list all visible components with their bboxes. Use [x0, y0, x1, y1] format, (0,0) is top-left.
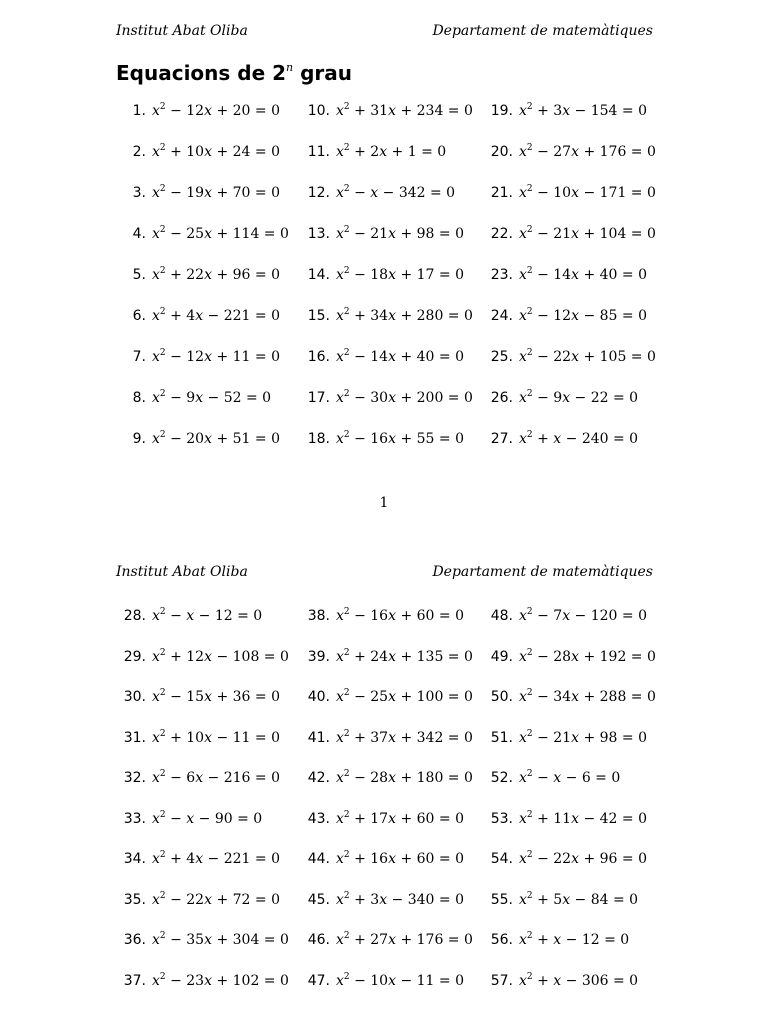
equation-expression: $x^2 + 11x - 42 = 0$	[519, 809, 647, 827]
department-name: Departament de matemàtiques	[432, 564, 653, 580]
constant-term: − 216 = 0	[203, 770, 280, 786]
equation-expression: $x^2 - 12x + 11 = 0$	[152, 348, 280, 365]
constant-term: + 60 = 0	[396, 810, 464, 827]
equation-item	[307, 306, 473, 326]
equation-number: 29.	[123, 648, 146, 665]
equation-number: 56.	[490, 932, 513, 948]
equation-item	[132, 388, 272, 408]
equation-expression: $x^2 - 16x + 55 = 0$	[336, 430, 464, 447]
equation-expression: $x^2 + 3x - 340 = 0$	[336, 890, 464, 908]
equation-item	[123, 647, 289, 667]
constant-term: + 1 = 0	[387, 144, 447, 160]
equation-number: 53.	[490, 810, 513, 827]
linear-coefficient: − 12	[532, 308, 572, 324]
equation-item	[490, 306, 647, 326]
equation-number: 1.	[132, 103, 146, 119]
equation-item	[490, 971, 639, 991]
equation-item	[307, 647, 473, 667]
equation-number: 48.	[490, 608, 513, 624]
page-title-text: Equacions de 2	[116, 61, 287, 85]
constant-term: − 6 = 0	[561, 770, 621, 786]
linear-coefficient: − 22	[532, 349, 572, 365]
equation-expression: $x^2 + 3x - 154 = 0$	[519, 102, 647, 119]
equation-item	[132, 347, 280, 367]
linear-coefficient: − 25	[165, 226, 205, 242]
equation-expression: $x^2 + 37x + 342 = 0$	[336, 728, 473, 746]
equation-number: 11.	[307, 144, 330, 160]
constant-term: − 22 = 0	[570, 390, 639, 406]
equation-item	[132, 183, 280, 203]
equation-expression: $x^2 - 28x + 192 = 0$	[519, 647, 656, 665]
equation-item	[307, 388, 473, 408]
linear-coefficient: + 24	[349, 648, 389, 665]
equation-expression: $x^2 - x - 6 = 0$	[519, 769, 621, 786]
constant-term: + 192 = 0	[579, 648, 656, 665]
constant-term: + 104 = 0	[579, 226, 656, 242]
equation-item	[307, 142, 447, 162]
equation-number: 47.	[307, 972, 330, 989]
equation-item	[132, 142, 280, 162]
equation-item	[123, 971, 289, 991]
equation-number: 35.	[123, 891, 146, 908]
equation-expression: $x^2 + 10x + 24 = 0$	[152, 143, 280, 160]
equation-expression: $x^2 + 10x - 11 = 0$	[152, 728, 280, 746]
equation-number: 50.	[490, 689, 513, 705]
equation-item	[490, 849, 647, 869]
equation-number: 26.	[490, 390, 513, 406]
linear-coefficient: − 16	[349, 608, 389, 624]
equation-item	[123, 809, 263, 829]
constant-term: − 221 = 0	[203, 308, 280, 324]
linear-coefficient: −	[165, 608, 187, 624]
linear-coefficient: + 4	[165, 851, 196, 867]
equation-item	[307, 768, 473, 788]
equation-number: 9.	[132, 431, 146, 447]
school-name: Institut Abat Oliba	[116, 564, 248, 580]
equation-item	[307, 224, 464, 244]
equation-expression: $x^2 - 19x + 70 = 0$	[152, 184, 280, 201]
equation-item	[490, 347, 656, 367]
constant-term: − 85 = 0	[579, 308, 647, 324]
constant-term: + 96 = 0	[212, 267, 280, 283]
equation-item	[307, 101, 473, 121]
constant-term: + 234 = 0	[396, 103, 473, 119]
equation-number: 57.	[490, 972, 513, 989]
equation-expression: $x^2 + x - 12 = 0$	[519, 931, 630, 948]
linear-coefficient: − 22	[532, 851, 572, 867]
page-title-superscript: n	[286, 61, 294, 74]
equation-number: 40.	[307, 689, 330, 705]
equation-expression: $x^2 + 34x + 280 = 0$	[336, 307, 473, 324]
linear-coefficient: − 19	[165, 185, 205, 201]
equation-number: 8.	[132, 390, 146, 406]
equation-number: 18.	[307, 431, 330, 447]
equation-item	[123, 606, 263, 626]
equation-number: 36.	[123, 932, 146, 948]
constant-term: − 52 = 0	[203, 390, 272, 406]
equation-number: 37.	[123, 972, 146, 989]
linear-coefficient: − 10	[532, 185, 572, 201]
equation-item	[490, 768, 621, 788]
linear-coefficient: + 5	[532, 891, 563, 908]
equation-number: 20.	[490, 144, 513, 160]
equation-number: 49.	[490, 648, 513, 665]
equation-item	[490, 809, 647, 829]
equation-item	[123, 890, 280, 910]
constant-term: + 176 = 0	[396, 932, 473, 948]
linear-coefficient: −	[532, 770, 554, 786]
equation-number: 52.	[490, 770, 513, 786]
equation-expression: $x^2 + 31x + 234 = 0$	[336, 102, 473, 119]
equation-item	[490, 930, 630, 950]
equation-expression: $x^2 - 21x + 104 = 0$	[519, 225, 656, 242]
linear-coefficient: + 10	[165, 144, 205, 160]
constant-term: + 176 = 0	[579, 144, 656, 160]
linear-coefficient: − 14	[349, 349, 389, 365]
equation-item	[132, 101, 280, 121]
equation-number: 34.	[123, 851, 146, 867]
constant-term: + 96 = 0	[579, 851, 647, 867]
linear-coefficient: + 22	[165, 267, 205, 283]
equation-expression: $x^2 - x - 342 = 0$	[336, 184, 456, 201]
equation-number: 25.	[490, 349, 513, 365]
linear-coefficient: + 3	[349, 891, 380, 908]
equation-expression: $x^2 + x - 306 = 0$	[519, 971, 639, 989]
equation-item	[123, 768, 280, 788]
equation-number: 12.	[307, 185, 330, 201]
linear-coefficient: − 20	[165, 431, 205, 447]
linear-coefficient: + 31	[349, 103, 389, 119]
equation-expression: $x^2 - 7x - 120 = 0$	[519, 607, 647, 624]
equation-expression: $x^2 + 24x + 135 = 0$	[336, 647, 473, 665]
equation-item	[307, 728, 473, 748]
constant-term: − 340 = 0	[387, 891, 464, 908]
linear-coefficient: − 7	[532, 608, 563, 624]
equation-item	[490, 142, 656, 162]
equation-item	[307, 971, 464, 991]
constant-term: − 240 = 0	[561, 431, 639, 447]
equation-item	[307, 890, 464, 910]
equation-number: 42.	[307, 770, 330, 786]
equation-expression: $x^2 - 14x + 40 = 0$	[519, 266, 647, 283]
linear-coefficient: − 9	[532, 390, 563, 406]
equation-number: 43.	[307, 810, 330, 827]
equation-expression: $x^2 - 22x + 96 = 0$	[519, 850, 647, 867]
equation-number: 55.	[490, 891, 513, 908]
equation-expression: $x^2 - 22x + 105 = 0$	[519, 348, 656, 365]
equation-expression: $x^2 - x - 90 = 0$	[152, 809, 263, 827]
constant-term: + 180 = 0	[396, 770, 473, 786]
department-name: Departament de matemàtiques	[432, 23, 653, 39]
linear-coefficient: −	[349, 185, 371, 201]
equation-expression: $x^2 - 10x - 11 = 0$	[336, 971, 464, 989]
equation-expression: $x^2 + 2x + 1 = 0$	[336, 143, 447, 160]
constant-term: − 90 = 0	[194, 810, 263, 827]
equation-item	[307, 930, 473, 950]
equation-item	[490, 728, 647, 748]
constant-term: − 12 = 0	[194, 608, 263, 624]
constant-term: + 304 = 0	[212, 932, 289, 948]
equation-expression: $x^2 - 12x + 20 = 0$	[152, 102, 280, 119]
equation-number: 14.	[307, 267, 330, 283]
linear-coefficient: + 17	[349, 810, 389, 827]
equation-item	[123, 930, 289, 950]
equation-item	[123, 687, 280, 707]
equation-number: 46.	[307, 932, 330, 948]
linear-coefficient: +	[532, 431, 554, 447]
constant-term: − 221 = 0	[203, 851, 280, 867]
equation-number: 13.	[307, 226, 330, 242]
linear-coefficient: − 15	[165, 689, 205, 705]
school-name: Institut Abat Oliba	[116, 23, 248, 39]
equation-expression: $x^2 - 12x - 85 = 0$	[519, 307, 647, 324]
linear-coefficient: +	[532, 972, 554, 989]
constant-term: − 120 = 0	[570, 608, 647, 624]
equation-number: 44.	[307, 851, 330, 867]
equation-item	[307, 429, 464, 449]
equation-number: 33.	[123, 810, 146, 827]
constant-term: + 98 = 0	[579, 729, 647, 746]
equation-number: 23.	[490, 267, 513, 283]
equation-expression: $x^2 + 16x + 60 = 0$	[336, 850, 464, 867]
equation-number: 54.	[490, 851, 513, 867]
linear-coefficient: − 22	[165, 891, 205, 908]
linear-coefficient: + 10	[165, 729, 205, 746]
equation-expression: $x^2 + 5x - 84 = 0$	[519, 890, 639, 908]
linear-coefficient: − 28	[349, 770, 389, 786]
constant-term: + 342 = 0	[396, 729, 473, 746]
equation-expression: $x^2 - x - 12 = 0$	[152, 607, 263, 624]
equation-number: 7.	[132, 349, 146, 365]
equation-item	[490, 388, 639, 408]
equation-item	[132, 306, 280, 326]
linear-coefficient: − 16	[349, 431, 389, 447]
page-number: 1	[379, 495, 389, 511]
constant-term: − 306 = 0	[561, 972, 639, 989]
equation-expression: $x^2 - 6x - 216 = 0$	[152, 769, 280, 786]
linear-coefficient: + 3	[532, 103, 563, 119]
equation-item	[490, 647, 656, 667]
constant-term: + 55 = 0	[396, 431, 464, 447]
equation-expression: $x^2 - 21x + 98 = 0$	[519, 728, 647, 746]
equation-item	[490, 183, 656, 203]
constant-term: + 20 = 0	[212, 103, 280, 119]
equation-item	[307, 347, 464, 367]
equation-number: 28.	[123, 608, 146, 624]
equation-expression: $x^2 - 16x + 60 = 0$	[336, 607, 464, 624]
linear-coefficient: + 37	[349, 729, 389, 746]
equation-number: 6.	[132, 308, 146, 324]
equation-expression: $x^2 - 21x + 98 = 0$	[336, 225, 464, 242]
equation-expression: $x^2 - 25x + 100 = 0$	[336, 688, 473, 705]
equation-number: 16.	[307, 349, 330, 365]
constant-term: + 60 = 0	[396, 608, 464, 624]
constant-term: + 40 = 0	[579, 267, 647, 283]
equation-expression: $x^2 - 9x - 22 = 0$	[519, 389, 639, 406]
equation-item	[490, 101, 647, 121]
equation-expression: $x^2 - 35x + 304 = 0$	[152, 931, 289, 948]
linear-coefficient: − 12	[165, 103, 205, 119]
linear-coefficient: − 21	[349, 226, 389, 242]
equation-expression: $x^2 + 12x - 108 = 0$	[152, 647, 289, 665]
constant-term: + 135 = 0	[396, 648, 473, 665]
equation-item	[132, 429, 280, 449]
equation-number: 10.	[307, 103, 330, 119]
equation-number: 17.	[307, 390, 330, 406]
linear-coefficient: − 21	[532, 729, 572, 746]
equation-expression: $x^2 + 4x - 221 = 0$	[152, 307, 280, 324]
constant-term: + 105 = 0	[579, 349, 656, 365]
equation-item	[307, 687, 473, 707]
constant-term: + 98 = 0	[396, 226, 464, 242]
equation-item	[307, 849, 464, 869]
linear-coefficient: − 25	[349, 689, 389, 705]
equation-number: 2.	[132, 144, 146, 160]
constant-term: + 24 = 0	[212, 144, 280, 160]
equation-item	[490, 429, 639, 449]
constant-term: + 51 = 0	[212, 431, 280, 447]
linear-coefficient: − 14	[532, 267, 572, 283]
equation-item	[123, 728, 280, 748]
constant-term: − 12 = 0	[561, 932, 630, 948]
equation-item	[490, 890, 639, 910]
equation-number: 45.	[307, 891, 330, 908]
constant-term: + 100 = 0	[396, 689, 473, 705]
constant-term: + 102 = 0	[212, 972, 289, 989]
equation-expression: $x^2 - 20x + 51 = 0$	[152, 430, 280, 447]
equation-number: 38.	[307, 608, 330, 624]
equation-expression: $x^2 - 28x + 180 = 0$	[336, 769, 473, 786]
equation-number: 41.	[307, 729, 330, 746]
constant-term: + 288 = 0	[579, 689, 656, 705]
equation-expression: $x^2 - 34x + 288 = 0$	[519, 688, 656, 705]
equation-expression: $x^2 - 10x - 171 = 0$	[519, 184, 656, 201]
equation-number: 5.	[132, 267, 146, 283]
equation-expression: $x^2 - 23x + 102 = 0$	[152, 971, 289, 989]
constant-term: − 11 = 0	[396, 972, 464, 989]
linear-coefficient: + 2	[349, 144, 380, 160]
equation-item	[490, 224, 656, 244]
equation-expression: $x^2 + 17x + 60 = 0$	[336, 809, 464, 827]
linear-coefficient: − 12	[165, 349, 205, 365]
equation-expression: $x^2 - 9x - 52 = 0$	[152, 389, 272, 406]
linear-coefficient: − 18	[349, 267, 389, 283]
equation-item	[132, 265, 280, 285]
linear-coefficient: + 27	[349, 932, 389, 948]
equation-item	[490, 606, 647, 626]
linear-coefficient: −	[165, 810, 187, 827]
equation-expression: $x^2 - 14x + 40 = 0$	[336, 348, 464, 365]
equation-expression: $x^2 + x - 240 = 0$	[519, 430, 639, 447]
page-title-suffix: grau	[293, 61, 353, 85]
equation-expression: $x^2 - 25x + 114 = 0$	[152, 225, 289, 242]
constant-term: − 171 = 0	[579, 185, 656, 201]
linear-coefficient: + 34	[349, 308, 389, 324]
equation-expression: $x^2 - 22x + 72 = 0$	[152, 890, 280, 908]
equation-item	[307, 183, 456, 203]
linear-coefficient: + 4	[165, 308, 196, 324]
constant-term: + 40 = 0	[396, 349, 464, 365]
linear-coefficient: − 28	[532, 648, 572, 665]
linear-coefficient: − 9	[165, 390, 196, 406]
equation-number: 4.	[132, 226, 146, 242]
equation-number: 31.	[123, 729, 146, 746]
equation-number: 32.	[123, 770, 146, 786]
linear-coefficient: − 21	[532, 226, 572, 242]
constant-term: − 108 = 0	[212, 648, 289, 665]
constant-term: + 70 = 0	[212, 185, 280, 201]
equation-number: 51.	[490, 729, 513, 746]
equation-expression: $x^2 + 27x + 176 = 0$	[336, 931, 473, 948]
equation-number: 30.	[123, 689, 146, 705]
constant-term: + 280 = 0	[396, 308, 473, 324]
equation-number: 24.	[490, 308, 513, 324]
equation-number: 27.	[490, 431, 513, 447]
linear-coefficient: − 6	[165, 770, 196, 786]
equation-number: 39.	[307, 648, 330, 665]
constant-term: + 114 = 0	[212, 226, 289, 242]
equation-number: 15.	[307, 308, 330, 324]
equation-expression: $x^2 - 30x + 200 = 0$	[336, 389, 473, 406]
equation-expression: $x^2 - 27x + 176 = 0$	[519, 143, 656, 160]
linear-coefficient: + 12	[165, 648, 205, 665]
linear-coefficient: − 35	[165, 932, 205, 948]
equation-number: 3.	[132, 185, 146, 201]
constant-term: − 84 = 0	[570, 891, 639, 908]
equation-item	[490, 265, 647, 285]
linear-coefficient: − 10	[349, 972, 389, 989]
constant-term: + 11 = 0	[212, 349, 280, 365]
page-title	[116, 60, 352, 86]
linear-coefficient: − 34	[532, 689, 572, 705]
constant-term: − 154 = 0	[570, 103, 647, 119]
constant-term: + 72 = 0	[212, 891, 280, 908]
equation-item	[123, 849, 280, 869]
equation-number: 19.	[490, 103, 513, 119]
equation-expression: $x^2 - 18x + 17 = 0$	[336, 266, 464, 283]
constant-term: + 36 = 0	[212, 689, 280, 705]
linear-coefficient: + 11	[532, 810, 572, 827]
constant-term: + 200 = 0	[396, 390, 473, 406]
equation-item	[307, 265, 464, 285]
equation-expression: $x^2 + 22x + 96 = 0$	[152, 266, 280, 283]
constant-term: + 60 = 0	[396, 851, 464, 867]
constant-term: − 342 = 0	[378, 185, 456, 201]
linear-coefficient: − 23	[165, 972, 205, 989]
linear-coefficient: +	[532, 932, 554, 948]
constant-term: + 17 = 0	[396, 267, 464, 283]
equation-expression: $x^2 + 4x - 221 = 0$	[152, 850, 280, 867]
equation-number: 22.	[490, 226, 513, 242]
equation-item	[490, 687, 656, 707]
linear-coefficient: − 27	[532, 144, 572, 160]
constant-term: − 11 = 0	[212, 729, 280, 746]
equation-expression: $x^2 - 15x + 36 = 0$	[152, 688, 280, 705]
constant-term: − 42 = 0	[579, 810, 647, 827]
equation-item	[132, 224, 289, 244]
equation-number: 21.	[490, 185, 513, 201]
equation-item	[307, 809, 464, 829]
equation-item	[307, 606, 464, 626]
linear-coefficient: + 16	[349, 851, 389, 867]
linear-coefficient: − 30	[349, 390, 389, 406]
